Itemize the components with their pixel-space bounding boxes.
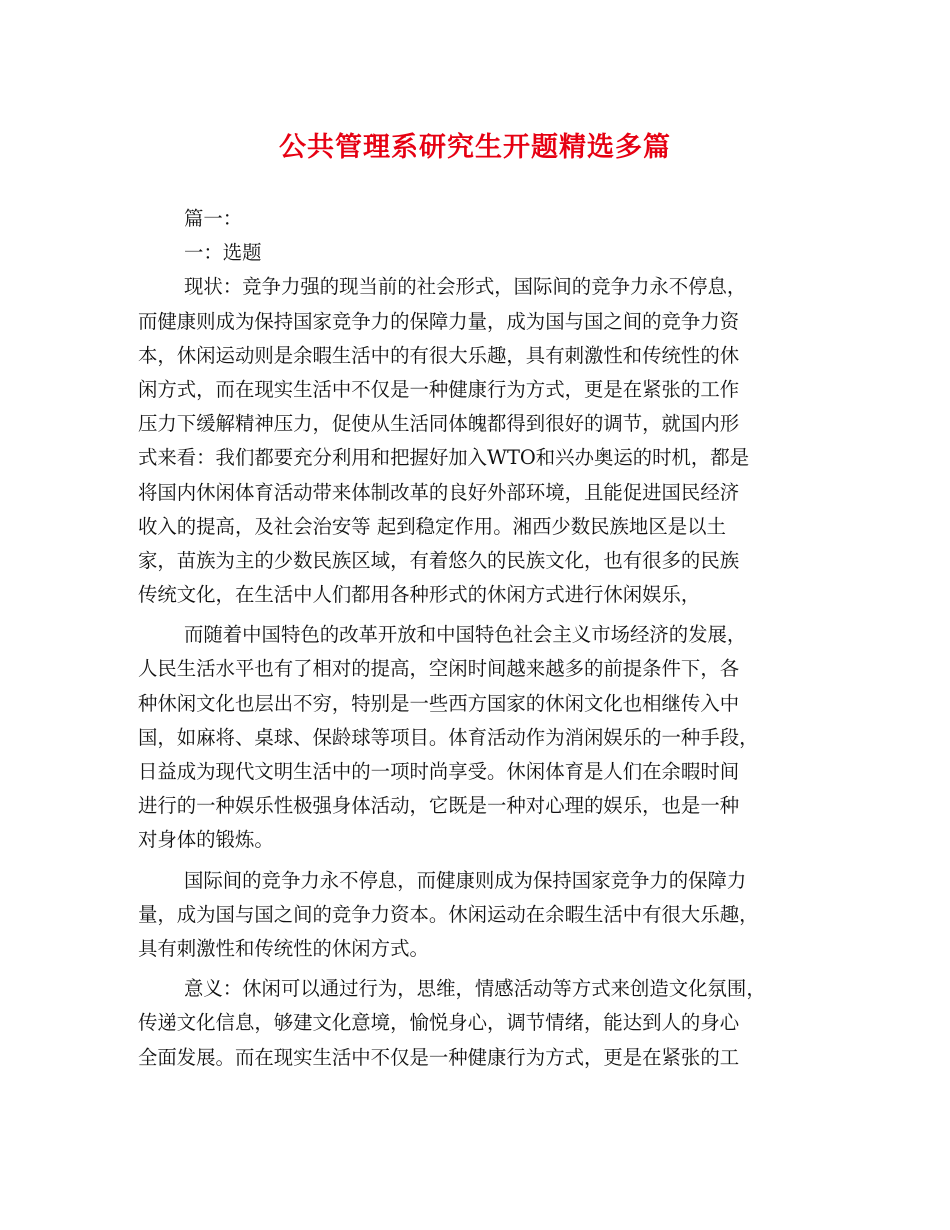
text-line: 而随着中国特色的改革开放和中国特色社会主义市场经济的发展， <box>184 623 747 647</box>
text-line: 一：选题 <box>184 241 262 265</box>
text-line: 日益成为现代文明生活中的一项时尚享受。休闲体育是人们在余暇时间 <box>138 760 740 783</box>
text-line: 具有刺激性和传统性的休闲方式。 <box>138 936 429 960</box>
text-line: 种休闲文化也层出不穷，特别是一些西方国家的休闲文化也相继传入中 <box>138 691 740 715</box>
text-line: 将国内休闲体育活动带来体制改革的良好外部环境，且能促进国民经济 <box>138 480 740 504</box>
text-line: 本，休闲运动则是余暇生活中的有很大乐趣，具有刺激性和传统性的休 <box>138 343 740 367</box>
document-body <box>138 202 818 1075</box>
text-line: 人民生活水平也有了相对的提高，空闲时间越来越多的前提条件下，各 <box>138 657 740 681</box>
text-line: 而健康则成为保持国家竞争力的保障力量，成为国与国之间的竞争力资 <box>138 309 740 333</box>
text-line: 传统文化，在生活中人们都用各种形式的休闲方式进行休闲娱乐， <box>138 583 701 607</box>
text-line: 国，如麻将、桌球、保龄球等项目。体育活动作为消闲娱乐的一种手段， <box>138 725 759 749</box>
text-line: 闲方式，而在现实生活中不仅是一种健康行为方式，更是在紧张的工作 <box>138 377 740 401</box>
text-line: 进行的一种娱乐性极强身体活动，它既是一种对心理的娱乐，也是一种 <box>138 794 740 818</box>
text-line: 收入的提高，及社会治安等 起到稳定作用。湘西少数民族地区是以土 <box>138 514 726 538</box>
text-line: 对身体的锻炼。 <box>138 828 274 852</box>
text-line: 现状：竞争力强的现当前的社会形式，国际间的竞争力永不停息， <box>184 275 747 299</box>
text-line: 意义：休闲可以通过行为，思维，情感活动等方式来创造文化氛围， <box>184 977 766 1001</box>
text-line: 篇一： <box>184 207 243 230</box>
text-line: 量，成为国与国之间的竞争力资本。休闲运动在余暇生活中有很大乐趣， <box>138 902 759 926</box>
text-line: 压力下缓解精神压力，促使从生活同体魄都得到很好的调节，就国内形 <box>138 412 740 436</box>
text-line: 家，苗族为主的少数民族区域，有着悠久的民族文化，也有很多的民族 <box>138 548 740 572</box>
text-line: 式来看：我们都要充分利用和把握好加入WTO和兴办奥运的时机，都是 <box>138 446 750 470</box>
text-line: 国际间的竞争力永不停息，而健康则成为保持国家竞争力的保障力 <box>184 868 747 892</box>
text-line: 全面发展。而在现实生活中不仅是一种健康行为方式，更是在紧张的工 <box>138 1045 740 1069</box>
document-title: 公共管理系研究生开题精选多篇 <box>279 132 671 163</box>
text-line: 传递文化信息，够建文化意境，愉悦身心，调节情绪，能达到人的身心 <box>138 1011 740 1035</box>
